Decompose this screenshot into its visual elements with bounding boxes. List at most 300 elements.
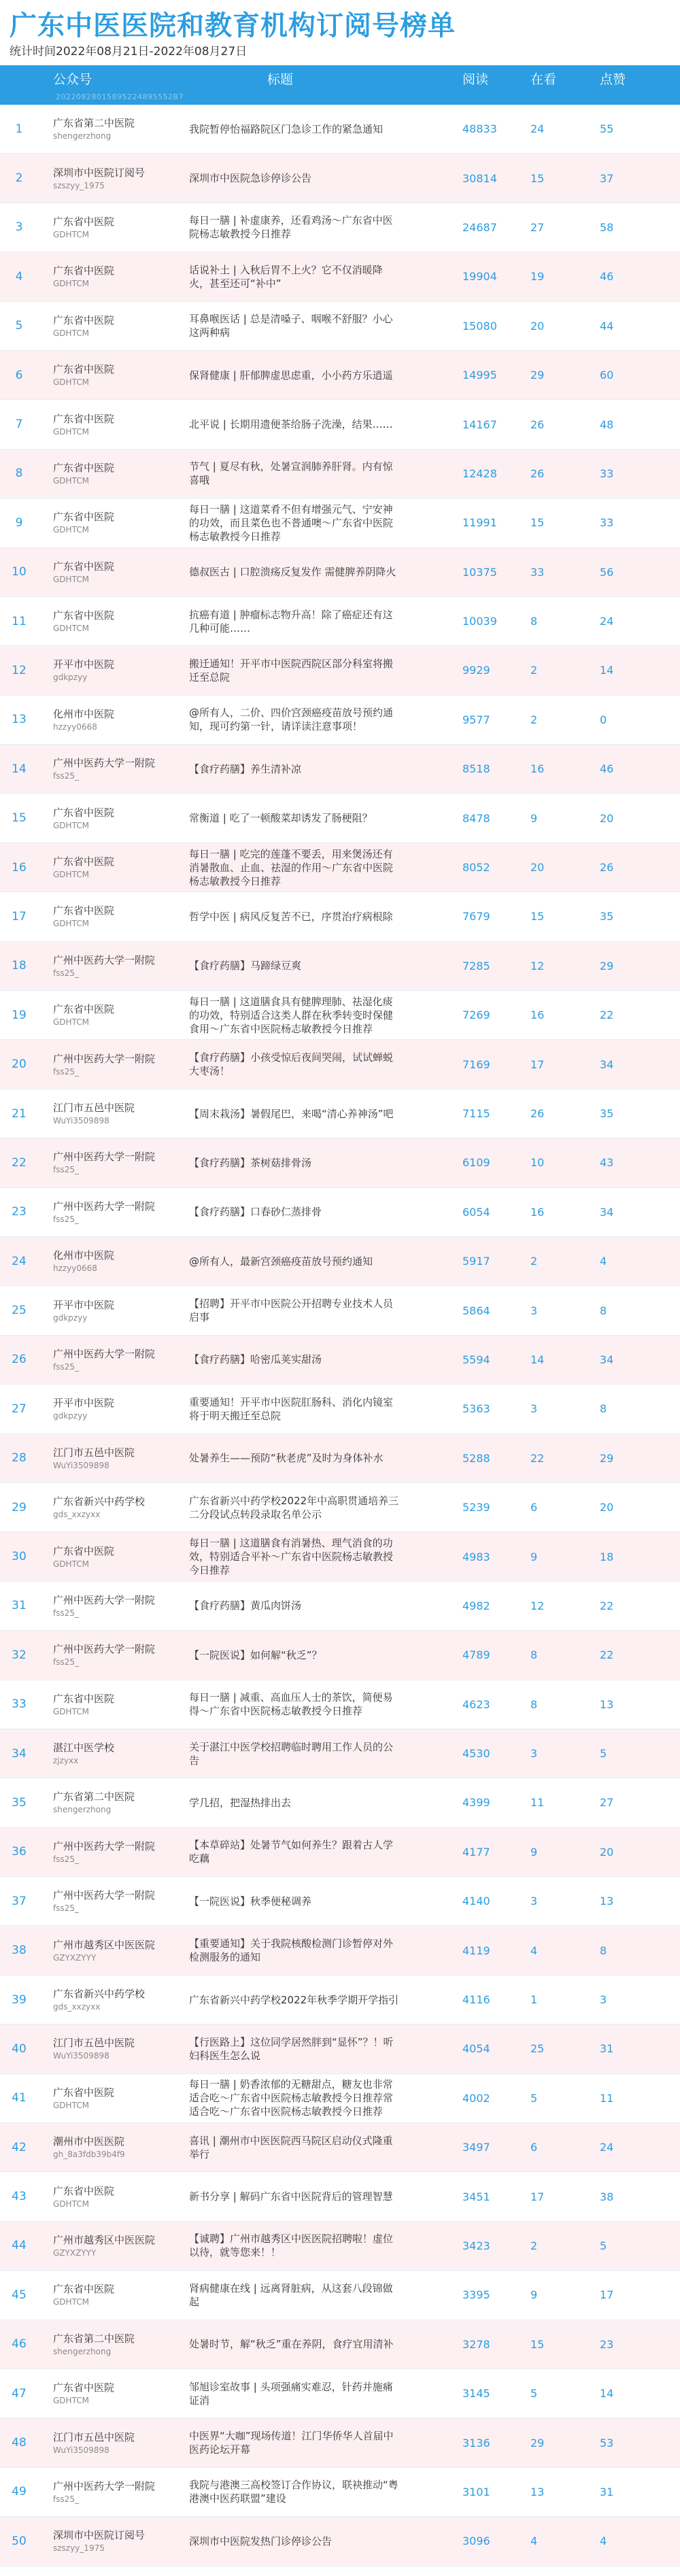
article-title-link[interactable]: 我院与港澳三高校签订合作协议，联袂推动“粤港澳中医药联盟”建设 bbox=[189, 2479, 398, 2505]
account-name[interactable]: 广州中医药大学一附院 bbox=[53, 1889, 156, 1902]
table-row[interactable] bbox=[0, 105, 680, 154]
account-id: GDHTCM bbox=[53, 328, 89, 338]
account-name[interactable]: 广州中医药大学一附院 bbox=[53, 953, 156, 966]
rank-number: 7 bbox=[15, 418, 23, 432]
account-name[interactable]: 广东省第二中医院 bbox=[53, 117, 135, 130]
article-title-link[interactable]: 【行医路上】这位同学居然胖到“显怀”？！听妇科医生怎么说 bbox=[189, 2035, 394, 2062]
account-cell[interactable] bbox=[53, 696, 155, 744]
account-name[interactable]: 湛江中医学校 bbox=[53, 1742, 115, 1755]
account-cell[interactable] bbox=[53, 745, 155, 793]
like-count: 34 bbox=[600, 1057, 614, 1071]
table-row[interactable] bbox=[0, 1188, 680, 1237]
watching-count: 5 bbox=[530, 2387, 538, 2401]
table-row[interactable] bbox=[0, 2024, 680, 2073]
account-cell[interactable] bbox=[53, 2320, 155, 2369]
account-name[interactable]: 广州中医药大学一附院 bbox=[53, 2479, 156, 2492]
like-count: 26 bbox=[600, 861, 614, 875]
account-cell[interactable] bbox=[53, 1089, 155, 1138]
rank-number: 2 bbox=[15, 171, 23, 186]
read-count: 10375 bbox=[462, 565, 497, 579]
table-row[interactable] bbox=[0, 400, 680, 449]
account-cell[interactable] bbox=[53, 252, 155, 301]
article-title-link[interactable]: 喜讯 | 潮州市中医医院西马院区启动仪式隆重举行 bbox=[189, 2134, 393, 2160]
header-title[interactable]: 标题 bbox=[267, 72, 294, 87]
table-row[interactable] bbox=[0, 1582, 680, 1631]
article-title-link[interactable]: 话说补土 | 入秋后胃不上火？它不仅消暖降火，甚至还可“补中” bbox=[189, 263, 383, 290]
account-cell[interactable] bbox=[53, 1188, 155, 1236]
account-cell[interactable] bbox=[53, 1729, 155, 1778]
rank-number: 39 bbox=[12, 1993, 27, 2007]
account-name[interactable]: 广东省中医院 bbox=[53, 215, 115, 228]
table-row[interactable] bbox=[0, 154, 680, 203]
article-title-link[interactable]: 每日一膳 | 这道膳食具有健脾理肺、祛湿化痰的功效，特别适合这类人群在秋季转变时保健食用～广东省中医院杨志敏教授今日推荐 bbox=[189, 995, 394, 1035]
table-row[interactable] bbox=[0, 892, 680, 941]
account-name[interactable]: 化州市中医院 bbox=[53, 1249, 115, 1262]
like-count: 13 bbox=[600, 1895, 614, 1908]
table-row[interactable] bbox=[0, 498, 680, 547]
watching-count: 19 bbox=[530, 270, 545, 284]
account-cell[interactable] bbox=[53, 1532, 155, 1580]
account-cell[interactable] bbox=[53, 597, 155, 645]
read-count: 7269 bbox=[462, 1009, 490, 1022]
account-name[interactable]: 江门市五邑中医院 bbox=[53, 1446, 135, 1459]
account-cell[interactable] bbox=[53, 1976, 155, 2024]
article-title-link[interactable]: 每日一膳 | 奶香浓郁的无糖甜点，糖友也非常适合吃～广东省中医院杨志敏教授今日推荐常适合吃～广东省中医院杨志敏教授今日推荐 bbox=[189, 2078, 394, 2118]
table-row[interactable] bbox=[0, 1729, 680, 1778]
account-id: GDHTCM bbox=[53, 820, 89, 830]
article-title-link[interactable]: 处暑养生——预防“秋老虎”及时为身体补水 bbox=[189, 1452, 384, 1465]
article-title-link[interactable]: 重要通知！开平市中医院肛肠科、消化内镜室将于明天搬迁至总院 bbox=[189, 1395, 394, 1422]
account-cell[interactable] bbox=[53, 1336, 155, 1384]
read-count: 5594 bbox=[462, 1353, 490, 1366]
watching-count: 26 bbox=[530, 467, 545, 480]
account-name[interactable]: 广东省中医院 bbox=[53, 2086, 115, 2099]
article-title-link[interactable]: 学几招，把湿热排出去 bbox=[189, 1796, 292, 1809]
account-name[interactable]: 广东省中医院 bbox=[53, 806, 115, 819]
article-title-link[interactable]: 【食疗药膳】哈密瓜荚实甜汤 bbox=[189, 1353, 322, 1366]
article-title-link[interactable]: 广东省新兴中药学校2022年中高职贯通培养三二分段试点转段录取名单公示 bbox=[189, 1494, 399, 1521]
rank-number: 18 bbox=[12, 959, 27, 973]
table-row[interactable] bbox=[0, 2123, 680, 2172]
table-row[interactable] bbox=[0, 942, 680, 991]
account-name[interactable]: 广州中医药大学一附院 bbox=[53, 1643, 156, 1656]
rank-number: 15 bbox=[12, 811, 27, 826]
table-row[interactable] bbox=[0, 1532, 680, 1581]
table-row[interactable] bbox=[0, 646, 680, 695]
rank-number: 43 bbox=[12, 2190, 27, 2204]
table-row[interactable] bbox=[0, 745, 680, 794]
like-count: 22 bbox=[600, 1009, 614, 1022]
page-title: 广东中医医院和教育机构订阅号榜单 bbox=[10, 10, 456, 41]
article-title-link[interactable]: 哲学中医 | 病风反复苦不已，序贯治疗病根除 bbox=[189, 910, 393, 923]
like-count: 8 bbox=[600, 1304, 607, 1317]
account-name[interactable]: 江门市五邑中医院 bbox=[53, 2430, 135, 2443]
watching-count: 8 bbox=[530, 615, 538, 628]
article-title-link[interactable]: 北平说 | 长期用遗便茶给肠子洗澡，结果…… bbox=[189, 418, 393, 431]
like-count: 22 bbox=[600, 1648, 614, 1662]
account-id: GDHTCM bbox=[53, 2100, 89, 2110]
read-count: 7679 bbox=[462, 910, 490, 923]
table-row[interactable] bbox=[0, 696, 680, 745]
account-name[interactable]: 广东省中医院 bbox=[53, 1692, 115, 1705]
like-count: 24 bbox=[600, 2141, 614, 2154]
table-row[interactable] bbox=[0, 794, 680, 843]
account-name[interactable]: 广东省中医院 bbox=[53, 265, 115, 277]
article-title-link[interactable]: 关于湛江中医学校招聘临时聘用工作人员的公告 bbox=[189, 1740, 394, 1767]
read-count: 8478 bbox=[462, 811, 490, 825]
table-row[interactable] bbox=[0, 1828, 680, 1877]
article-title-link[interactable]: 德叔医古 | 口腔溃疡反复发作 需健脾养阴降火 bbox=[189, 566, 396, 579]
account-id: GDHTCM bbox=[53, 624, 89, 634]
like-count: 14 bbox=[600, 664, 614, 677]
rank-number: 1 bbox=[15, 122, 23, 136]
table-row[interactable] bbox=[0, 2320, 680, 2369]
article-title-link[interactable]: @所有人，二价、四价宫颈癌疫苗放号预约通知，现可约第一针，请详读注意事项！ bbox=[189, 707, 394, 733]
account-cell[interactable] bbox=[53, 400, 155, 448]
account-cell[interactable] bbox=[53, 548, 155, 596]
account-cell[interactable] bbox=[53, 1828, 155, 1876]
account-cell[interactable] bbox=[53, 2271, 155, 2319]
article-title-link[interactable]: 耳鼻喉医话 | 总是清嗓子、咽喉不舒服？小心这两种病 bbox=[189, 313, 393, 339]
watching-count: 22 bbox=[530, 1451, 545, 1465]
rank-number: 6 bbox=[15, 368, 23, 382]
table-row[interactable] bbox=[0, 302, 680, 351]
article-title-link[interactable]: 每日一膳 | 这道菜肴不但有增强元气、宁安神的功效，而且菜色也不普通噢～广东省中医院杨志敏教授今日推荐 bbox=[189, 503, 394, 543]
like-count: 29 bbox=[600, 959, 614, 972]
article-title-link[interactable]: 肾病健康在线 | 远离肾脏病，从这套八段锦做起 bbox=[189, 2282, 393, 2308]
article-title-link[interactable]: @所有人，最新宫颈癌疫苗放号预约通知 bbox=[189, 1255, 373, 1268]
account-cell[interactable] bbox=[53, 1286, 155, 1334]
account-id: fss25_ bbox=[53, 2494, 79, 2504]
rank-number: 21 bbox=[12, 1106, 27, 1121]
account-name[interactable]: 广东省中医院 bbox=[53, 855, 115, 868]
account-id: shengerzhong bbox=[53, 131, 112, 141]
table-row[interactable] bbox=[0, 1286, 680, 1335]
account-cell[interactable] bbox=[53, 203, 155, 252]
article-title-link[interactable]: 【重要通知】关于我院核酸检测门诊暂停对外检测服务的通知 bbox=[189, 1937, 394, 1964]
account-name[interactable]: 广东省中医院 bbox=[53, 412, 115, 425]
article-title-link[interactable]: 【食疗药膳】茶树菇排骨汤 bbox=[189, 1156, 312, 1169]
read-count: 6054 bbox=[462, 1205, 490, 1219]
like-count: 8 bbox=[600, 1402, 607, 1416]
article-title-link[interactable]: 中医界“大咖”现场传道！江门华侨华人首届中医药论坛开幕 bbox=[189, 2430, 394, 2456]
like-count: 20 bbox=[600, 1501, 614, 1514]
table-row[interactable] bbox=[0, 2074, 680, 2123]
account-name[interactable]: 开平市中医院 bbox=[53, 1298, 115, 1311]
account-name[interactable]: 开平市中医院 bbox=[53, 658, 115, 671]
account-name[interactable]: 广东省中医院 bbox=[53, 609, 115, 622]
like-count: 27 bbox=[600, 1796, 614, 1810]
like-count: 18 bbox=[600, 1550, 614, 1563]
article-title-link[interactable]: 搬迁通知！开平市中医院西院区部分科室将搬迁至总院 bbox=[189, 657, 394, 683]
account-id: GZYXZYYY bbox=[53, 1952, 97, 1963]
article-title-link[interactable]: 节气 | 夏尽有秋，处暑宣润肺养肝肾。内有惊喜哦 bbox=[189, 460, 393, 487]
article-title-link[interactable]: 【食疗药膳】口春砂仁蒸排骨 bbox=[189, 1206, 322, 1219]
account-name[interactable]: 广州中医药大学一附院 bbox=[53, 1593, 156, 1606]
table-row[interactable] bbox=[0, 843, 680, 892]
account-cell[interactable] bbox=[53, 1483, 155, 1531]
account-name[interactable]: 广东省中医院 bbox=[53, 2382, 115, 2394]
article-title-link[interactable]: 每日一膳 | 补虚康养，还看鸡汤～广东省中医院杨志敏教授今日推荐 bbox=[189, 214, 393, 241]
account-id: szszyy_1975 bbox=[53, 2543, 105, 2554]
rank-number: 13 bbox=[12, 713, 27, 727]
account-name[interactable]: 广东省中医院 bbox=[53, 560, 115, 573]
account-name[interactable]: 开平市中医院 bbox=[53, 1397, 115, 1410]
article-title-link[interactable]: 【食疗药膳】马蹄绿豆爽 bbox=[189, 960, 302, 972]
account-name[interactable]: 广东省中医院 bbox=[53, 2184, 115, 2197]
table-row[interactable] bbox=[0, 1434, 680, 1483]
account-cell[interactable] bbox=[53, 498, 155, 547]
article-title-link[interactable]: 【周末栽汤】暑假尾巴，来喝“清心养神汤”吧 bbox=[189, 1107, 394, 1120]
account-cell[interactable] bbox=[53, 154, 155, 202]
read-count: 7115 bbox=[462, 1107, 490, 1120]
table-row[interactable] bbox=[0, 1631, 680, 1680]
table-row[interactable] bbox=[0, 1237, 680, 1286]
table-row[interactable] bbox=[0, 2418, 680, 2467]
account-cell[interactable] bbox=[53, 646, 155, 694]
table-row[interactable] bbox=[0, 1336, 680, 1385]
stat-time: 统计时间2022年08月21日-2022年08月27日 bbox=[10, 45, 248, 58]
account-cell[interactable] bbox=[53, 2418, 155, 2467]
table-row[interactable] bbox=[0, 450, 680, 498]
like-count: 46 bbox=[600, 762, 614, 776]
read-count: 11991 bbox=[462, 516, 497, 530]
watching-count: 3 bbox=[530, 1895, 538, 1908]
article-title-link[interactable]: 保肾健康 | 肝郁脾虚思虑重，小小药方乐逍遥 bbox=[189, 369, 393, 382]
table-row[interactable] bbox=[0, 252, 680, 301]
account-id: hzzyy0668 bbox=[53, 1264, 97, 1274]
table-row[interactable] bbox=[0, 1089, 680, 1138]
header-reads[interactable]: 阅读 bbox=[462, 72, 489, 87]
article-title-link[interactable]: 深圳市中医院发热门诊停诊公告 bbox=[189, 2535, 333, 2547]
article-title-link[interactable]: 新书分享 | 解码广东省中医院背后的管理智慧 bbox=[189, 2190, 393, 2203]
account-id: gds_xxzyxx bbox=[53, 1510, 101, 1520]
account-id: shengerzhong bbox=[53, 2346, 112, 2356]
table-row[interactable] bbox=[0, 351, 680, 400]
read-count: 8518 bbox=[462, 762, 490, 776]
watching-count: 6 bbox=[530, 2141, 538, 2154]
account-id: GDHTCM bbox=[53, 377, 89, 388]
article-title-link[interactable]: 每日一膳 | 减重、高血压人士的茶饮，简便易得～广东省中医院杨志敏教授今日推荐 bbox=[189, 1691, 393, 1718]
article-title-link[interactable]: 每日一膳 | 吃完的莲蓬不要丢，用来煲汤还有消暑散血、止血、祛湿的作用～广东省中医院杨志敏教授今日推荐 bbox=[189, 847, 394, 887]
table-row[interactable] bbox=[0, 2517, 680, 2566]
article-title-link[interactable]: 【食疗药膳】小孩受惊后夜间哭闹，试试蝉蜕大枣汤！ bbox=[189, 1051, 394, 1078]
read-count: 24687 bbox=[462, 220, 497, 234]
account-cell[interactable] bbox=[53, 2024, 155, 2073]
read-count: 30814 bbox=[462, 171, 497, 185]
account-cell[interactable] bbox=[53, 892, 155, 940]
account-cell[interactable] bbox=[53, 2172, 155, 2220]
article-title-link[interactable]: 【食疗药膳】养生清补凉 bbox=[189, 762, 302, 775]
article-title-link[interactable]: 【招聘】开平市中医院公开招聘专业技术人员启事 bbox=[189, 1298, 394, 1324]
watching-count: 4 bbox=[530, 1944, 538, 1957]
header-likes[interactable]: 点赞 bbox=[600, 72, 626, 87]
account-id: GDHTCM bbox=[53, 2199, 89, 2209]
account-name[interactable]: 广州中医药大学一附院 bbox=[53, 1200, 156, 1213]
account-cell[interactable] bbox=[53, 1877, 155, 1925]
account-name[interactable]: 深圳市中医院订阅号 bbox=[53, 2529, 146, 2542]
account-name[interactable]: 化州市中医院 bbox=[53, 707, 115, 720]
like-count: 43 bbox=[600, 1156, 614, 1170]
table-row[interactable] bbox=[0, 1040, 680, 1089]
rank-number: 37 bbox=[12, 1894, 27, 1908]
account-cell[interactable] bbox=[53, 2369, 155, 2418]
account-cell[interactable] bbox=[53, 302, 155, 350]
account-name[interactable]: 广州中医药大学一附院 bbox=[53, 757, 156, 770]
account-cell[interactable] bbox=[53, 1582, 155, 1630]
account-name[interactable]: 广州中医药大学一附院 bbox=[53, 1052, 156, 1065]
account-id: gdkpzyy bbox=[53, 1411, 88, 1421]
account-cell[interactable] bbox=[53, 1237, 155, 1285]
account-id: zjzyxx bbox=[53, 1756, 79, 1766]
account-name[interactable]: 广东省中医院 bbox=[53, 511, 115, 524]
account-name[interactable]: 深圳市中医院订阅号 bbox=[53, 166, 146, 179]
account-id: GDHTCM bbox=[53, 475, 89, 486]
rank-number: 12 bbox=[12, 663, 27, 677]
account-id: GZYXZYYY bbox=[53, 2248, 97, 2258]
read-count: 4399 bbox=[462, 1796, 490, 1810]
account-id: WuYi3509898 bbox=[53, 1116, 109, 1125]
account-cell[interactable] bbox=[53, 991, 155, 1039]
account-name[interactable]: 广州中医药大学一附院 bbox=[53, 1347, 156, 1360]
table-row[interactable] bbox=[0, 991, 680, 1040]
account-cell[interactable] bbox=[53, 351, 155, 399]
account-cell[interactable] bbox=[53, 2074, 155, 2122]
table-row[interactable] bbox=[0, 1138, 680, 1187]
account-name[interactable]: 广东省中医院 bbox=[53, 313, 115, 326]
account-id: fss25_ bbox=[53, 1854, 79, 1864]
table-row[interactable] bbox=[0, 1976, 680, 2024]
account-id: GDHTCM bbox=[53, 426, 89, 437]
account-cell[interactable] bbox=[53, 105, 155, 153]
account-name[interactable]: 广东省中医院 bbox=[53, 1544, 115, 1557]
rank-number: 29 bbox=[12, 1500, 27, 1514]
rank-number: 20 bbox=[12, 1057, 27, 1072]
watching-count: 11 bbox=[530, 1796, 545, 1810]
account-cell[interactable] bbox=[53, 2123, 155, 2171]
account-cell[interactable] bbox=[53, 1680, 155, 1729]
read-count: 4789 bbox=[462, 1648, 490, 1662]
article-title-link[interactable]: 【本草碎站】处暑节气如何养生？跟着古人学吃藕 bbox=[189, 1839, 394, 1865]
account-name[interactable]: 广州市越秀区中医医院 bbox=[53, 2233, 156, 2246]
like-count: 13 bbox=[600, 1697, 614, 1711]
account-name[interactable]: 广东省第二中医院 bbox=[53, 1791, 135, 1803]
account-name[interactable]: 广东省中医院 bbox=[53, 1003, 115, 1016]
account-id: fss25_ bbox=[53, 968, 79, 978]
account-cell[interactable] bbox=[53, 1138, 155, 1187]
account-cell[interactable] bbox=[53, 2517, 155, 2565]
table-row[interactable] bbox=[0, 2468, 680, 2517]
account-cell[interactable] bbox=[53, 1926, 155, 1974]
account-cell[interactable] bbox=[53, 1778, 155, 1827]
account-name[interactable]: 广东省中医院 bbox=[53, 2283, 115, 2296]
account-id: GDHTCM bbox=[53, 2297, 89, 2307]
account-cell[interactable] bbox=[53, 843, 155, 892]
table-row[interactable] bbox=[0, 1385, 680, 1434]
account-id: fss25_ bbox=[53, 771, 79, 781]
article-title-link[interactable]: 【一院医说】如何解“秋乏”？ bbox=[189, 1648, 322, 1661]
article-title-link[interactable]: 我院暂停怡福路院区门急诊工作的紧急通知 bbox=[189, 122, 384, 135]
rank-number: 14 bbox=[12, 762, 27, 776]
read-count: 4982 bbox=[462, 1599, 490, 1612]
rank-number: 42 bbox=[12, 2140, 27, 2154]
table-row[interactable] bbox=[0, 1680, 680, 1729]
account-name[interactable]: 广东省中医院 bbox=[53, 461, 115, 474]
account-id: gdkpzyy bbox=[53, 673, 88, 683]
table-row[interactable] bbox=[0, 1483, 680, 1532]
table-row[interactable] bbox=[0, 597, 680, 646]
read-count: 4054 bbox=[462, 2042, 490, 2056]
watching-count: 16 bbox=[530, 1205, 545, 1219]
read-count: 4119 bbox=[462, 1944, 490, 1957]
article-title-link[interactable]: 每日一膳 | 这道膳食有消暑热、理气消食的功效，特别适合平补～广东省中医院杨志敏教授今日推荐 bbox=[189, 1537, 394, 1577]
watching-count: 4 bbox=[530, 2535, 538, 2548]
read-count: 15080 bbox=[462, 319, 497, 333]
account-cell[interactable] bbox=[53, 942, 155, 990]
account-name[interactable]: 广州中医药大学一附院 bbox=[53, 1151, 156, 1164]
account-name[interactable]: 广东省中医院 bbox=[53, 363, 115, 376]
account-name[interactable]: 江门市五邑中医院 bbox=[53, 2037, 135, 2050]
account-id: fss25_ bbox=[53, 1608, 79, 1618]
account-cell[interactable] bbox=[53, 1631, 155, 1679]
watching-count: 17 bbox=[530, 1057, 545, 1071]
table-row[interactable] bbox=[0, 2222, 680, 2271]
table-row[interactable] bbox=[0, 1778, 680, 1827]
account-cell[interactable] bbox=[53, 2222, 155, 2270]
read-count: 3145 bbox=[462, 2387, 490, 2401]
account-cell[interactable] bbox=[53, 1385, 155, 1433]
table-row[interactable] bbox=[0, 2369, 680, 2418]
account-name[interactable]: 广州市越秀区中医医院 bbox=[53, 1938, 156, 1951]
article-title-link[interactable]: 邹旭诊室故事 | 头项强痛实难忍，针药并施痛证消 bbox=[189, 2380, 393, 2407]
like-count: 23 bbox=[600, 2337, 614, 2351]
article-title-link[interactable]: 抗癌有道 | 肿瘤标志物升高！除了癌症还有这几种可能…… bbox=[189, 608, 393, 634]
article-title-link[interactable]: 【诚聘】广州市越秀区中医医院招聘啦！虚位以待，就等您来！！ bbox=[189, 2233, 394, 2259]
header-account[interactable]: 公众号 bbox=[53, 72, 92, 87]
like-count: 29 bbox=[600, 1451, 614, 1465]
account-name[interactable]: 广东省新兴中药学校 bbox=[53, 1495, 146, 1508]
account-cell[interactable] bbox=[53, 794, 155, 842]
table-row[interactable] bbox=[0, 203, 680, 252]
table-row[interactable] bbox=[0, 2271, 680, 2320]
account-name[interactable]: 江门市五邑中医院 bbox=[53, 1102, 135, 1114]
article-title-link[interactable]: 常衡道 | 吃了一顿酸菜却诱发了肠梗阻？ bbox=[189, 812, 373, 825]
account-name[interactable]: 潮州市中医医院 bbox=[53, 2135, 125, 2148]
article-title-link[interactable]: 广东省新兴中药学校2022年秋季学期开学指引 bbox=[189, 1993, 399, 2006]
table-row[interactable] bbox=[0, 548, 680, 597]
account-name[interactable]: 广州中医药大学一附院 bbox=[53, 1840, 156, 1852]
article-title-link[interactable]: 处暑时节，解“秋乏”重在养阴，食疗宜用清补 bbox=[189, 2338, 394, 2351]
account-name[interactable]: 广东省中医院 bbox=[53, 904, 115, 917]
article-title-link[interactable]: 【一院医说】秋季便秘调养 bbox=[189, 1895, 312, 1908]
account-cell[interactable] bbox=[53, 2468, 155, 2516]
account-name[interactable]: 广东省新兴中药学校 bbox=[53, 1988, 146, 2001]
like-count: 34 bbox=[600, 1205, 614, 1219]
account-cell[interactable] bbox=[53, 1434, 155, 1482]
table-row[interactable] bbox=[0, 2172, 680, 2221]
table-row[interactable] bbox=[0, 1926, 680, 1975]
watching-count: 9 bbox=[530, 1550, 538, 1563]
account-cell[interactable] bbox=[53, 1040, 155, 1088]
read-count: 3497 bbox=[462, 2141, 490, 2154]
rank-number: 47 bbox=[12, 2386, 27, 2401]
table-row[interactable] bbox=[0, 1877, 680, 1926]
account-cell[interactable] bbox=[53, 450, 155, 498]
account-name[interactable]: 广东省第二中医院 bbox=[53, 2332, 135, 2345]
article-title-link[interactable]: 深圳市中医院急诊停诊公告 bbox=[189, 172, 312, 185]
article-title-link[interactable]: 【食疗药膳】黄瓜肉饼汤 bbox=[189, 1599, 302, 1612]
header-watching[interactable]: 在看 bbox=[530, 72, 557, 87]
